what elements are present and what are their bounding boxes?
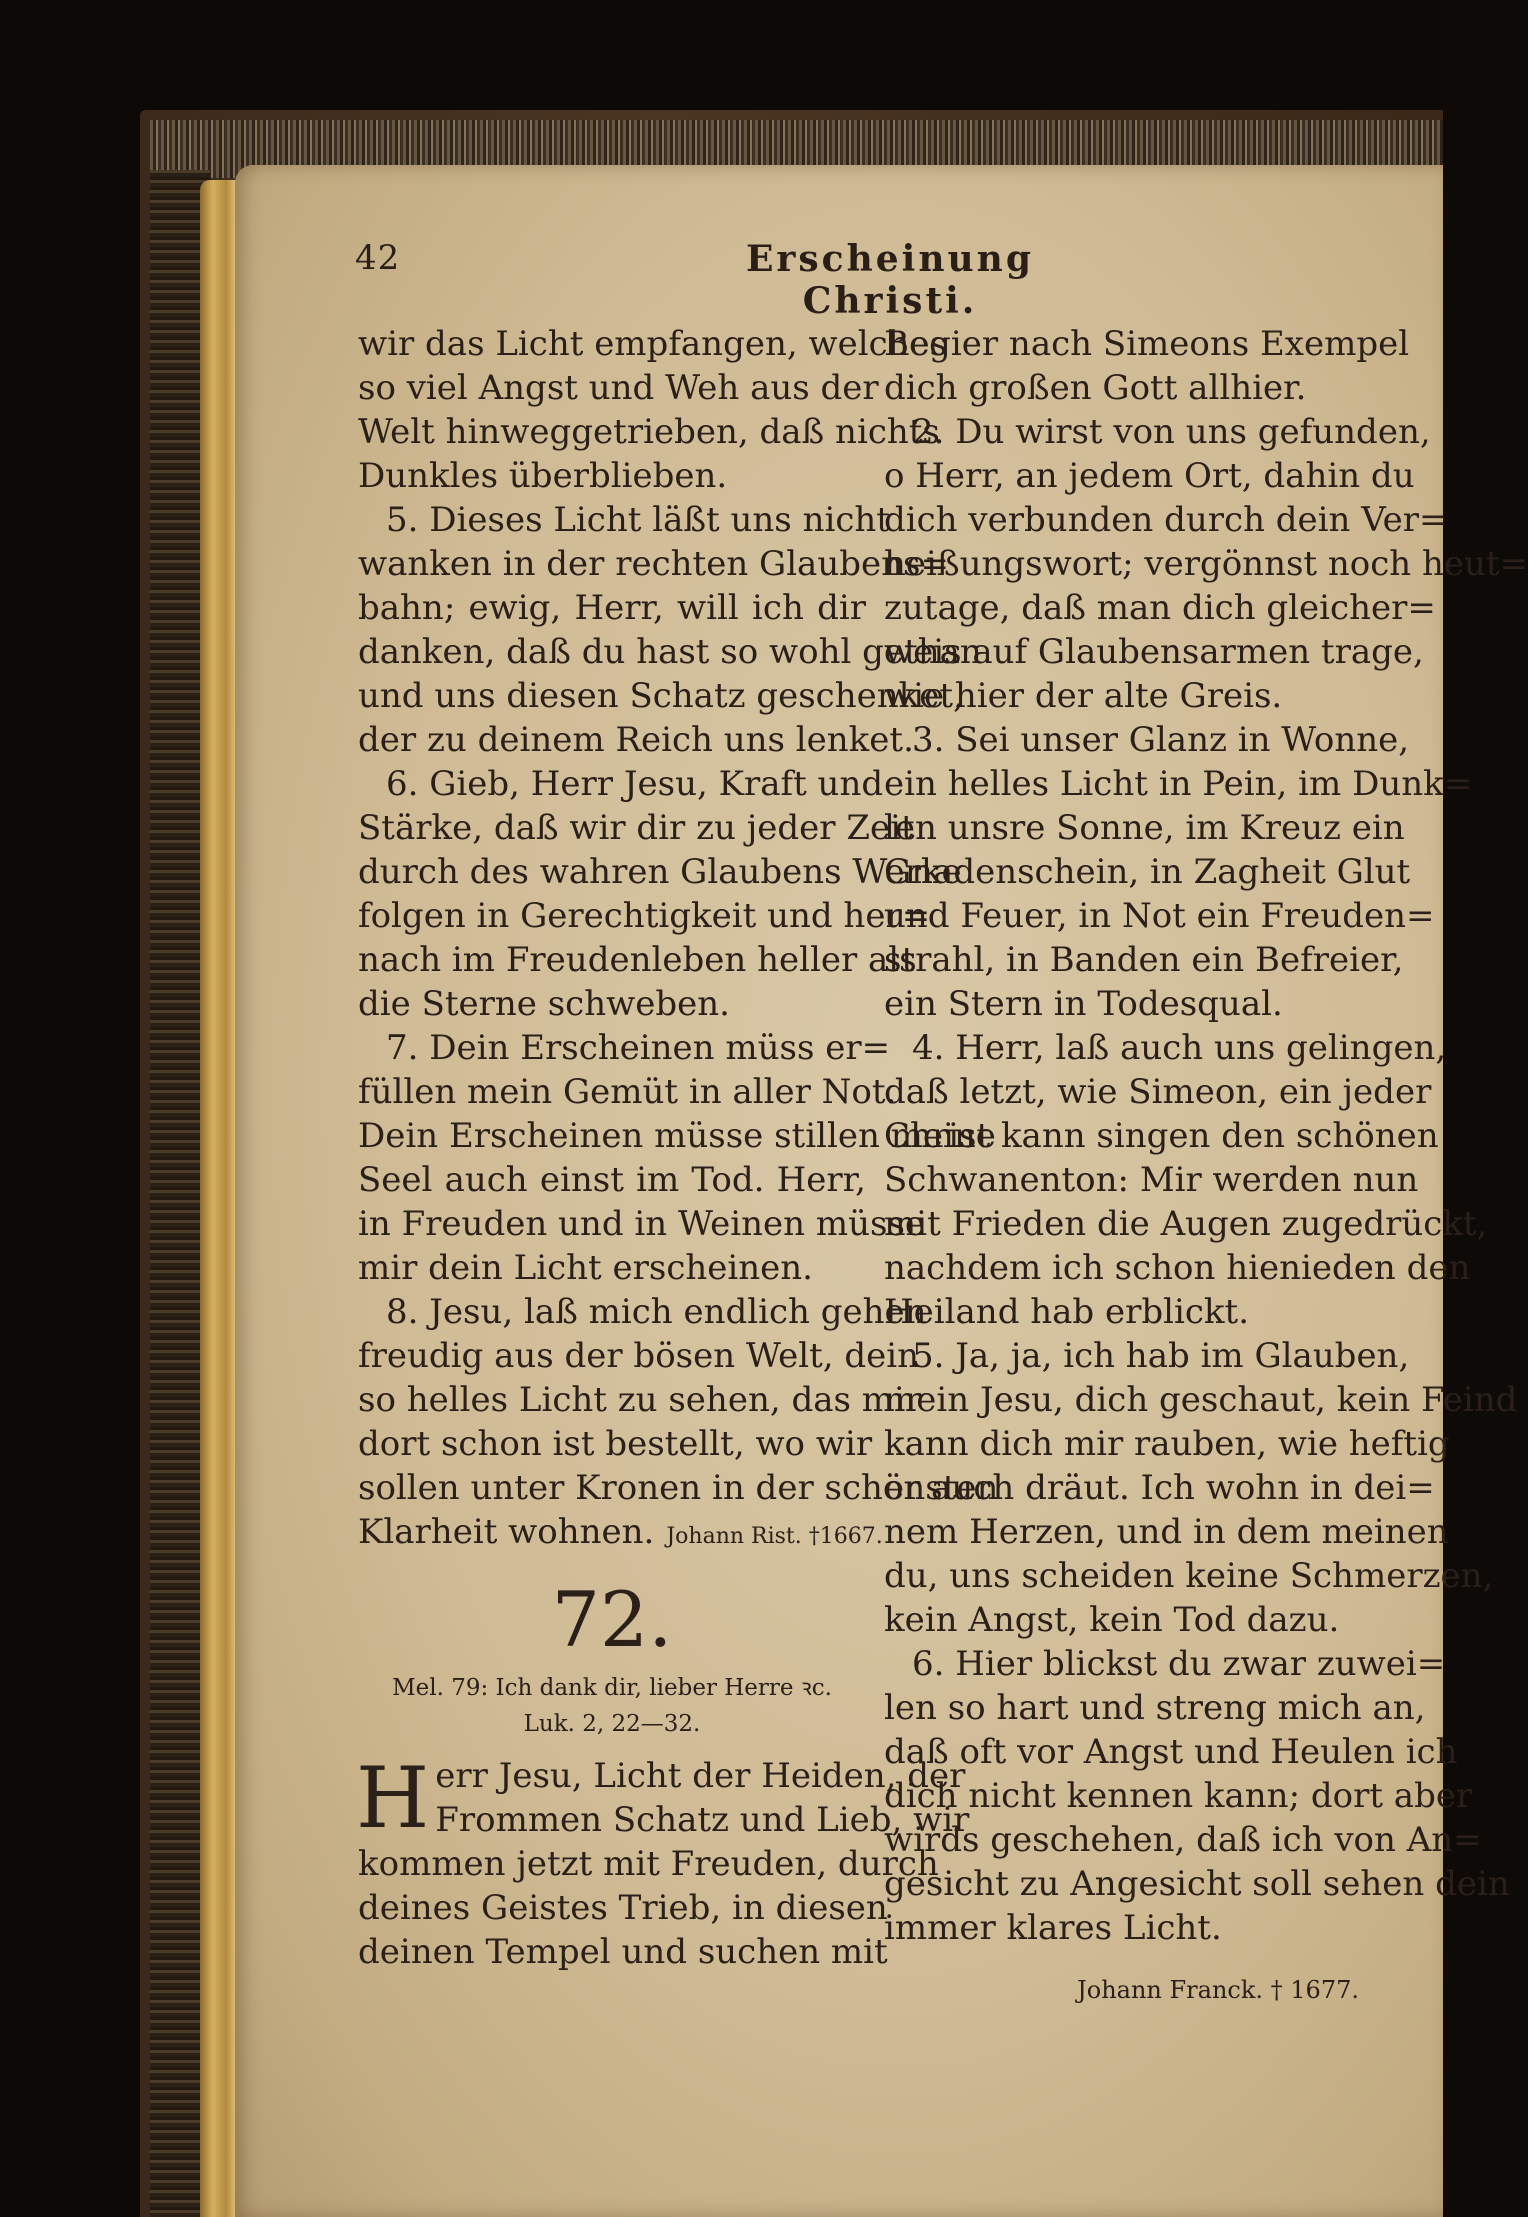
right-column-line: wirds geschehen, daß ich von An= xyxy=(884,1820,1482,1860)
left-column-line: dort schon ist bestellt, wo wir xyxy=(358,1424,873,1464)
right-column-line: kein Angst, kein Tod dazu. xyxy=(884,1600,1340,1640)
right-column-line: 3. Sei unser Glanz in Wonne, xyxy=(912,720,1410,760)
right-column-line: ein helles Licht in Pein, im Dunk= xyxy=(884,764,1473,804)
right-column-line: 6. Hier blickst du zwar zuwei= xyxy=(912,1644,1446,1684)
right-column-line: ein Stern in Todesqual. xyxy=(884,984,1283,1024)
left-column-line: Dein Erscheinen müsse stillen meine xyxy=(358,1116,996,1156)
right-column-line: dich nicht kennen kann; dort aber xyxy=(884,1776,1473,1816)
right-column-line: o Herr, an jedem Ort, dahin du xyxy=(884,456,1415,496)
right-column-line: mit Frieden die Augen zugedrückt, xyxy=(884,1204,1488,1244)
left-column-line: mir dein Licht erscheinen. xyxy=(358,1248,813,1288)
left-column-line: der zu deinem Reich uns lenket. xyxy=(358,720,914,760)
left-column-line: 7. Dein Erscheinen müss er= xyxy=(386,1028,891,1068)
left-column-line: Seel auch einst im Tod. Herr, xyxy=(358,1160,866,1200)
left-column xyxy=(356,322,999,1974)
right-column-line: 4. Herr, laß auch uns gelingen, xyxy=(912,1028,1447,1068)
right-column-line: Christ kann singen den schönen xyxy=(884,1116,1439,1156)
left-column-line: füllen mein Gemüt in aller Not. xyxy=(358,1072,897,1112)
right-column-line: 2. Du wirst von uns gefunden, xyxy=(912,412,1431,452)
left-column-line: so helles Licht zu sehen, das mir xyxy=(358,1380,922,1420)
right-column-line: und Feuer, in Not ein Freuden= xyxy=(884,896,1435,936)
right-column-line: 5. Ja, ja, ich hab im Glauben, xyxy=(912,1336,1410,1376)
right-column-line: dich großen Gott allhier. xyxy=(884,368,1307,408)
hymn-number: 72. xyxy=(551,1575,673,1664)
left-column-line: 6. Gieb, Herr Jesu, Kraft und xyxy=(386,764,884,804)
opening-continuation xyxy=(358,1798,970,1974)
left-column-line: Dunkles überblieben. xyxy=(358,456,728,496)
left-column-line: die Sterne schweben. xyxy=(358,984,730,1024)
verse-last-line xyxy=(358,1510,883,1554)
right-column-text xyxy=(884,322,1528,1950)
right-column-line: kann dich mir rauben, wie heftig xyxy=(884,1424,1450,1464)
right-column-line: er auch dräut. Ich wohn in dei= xyxy=(884,1468,1435,1508)
left-column-line: wanken in der rechten Glaubens= xyxy=(358,544,949,584)
right-column-line: Heiland hab erblickt. xyxy=(884,1292,1250,1332)
right-column-line: zutage, daß man dich gleicher= xyxy=(884,588,1436,628)
drop-cap: H xyxy=(356,1749,430,1847)
opening-line: deines Geistes Trieb, in diesen xyxy=(358,1888,888,1928)
left-column-line: in Freuden und in Weinen müsse xyxy=(358,1204,926,1244)
right-column-line: Begier nach Simeons Exempel xyxy=(884,324,1410,364)
author-inline: Johann Rist. †1667. xyxy=(666,1524,883,1549)
right-column-line: len unsre Sonne, im Kreuz ein xyxy=(884,808,1405,848)
left-column-line: und uns diesen Schatz geschenket, xyxy=(358,676,964,716)
right-column-line: strahl, in Banden ein Befreier, xyxy=(884,940,1404,980)
right-column-line: heißungswort; vergönnst noch heut= xyxy=(884,544,1528,584)
right-column-line: daß letzt, wie Simeon, ein jeder xyxy=(884,1072,1432,1112)
left-column-line: 8. Jesu, laß mich endlich gehen xyxy=(386,1292,927,1332)
left-column-line: 5. Dieses Licht läßt uns nicht xyxy=(386,500,890,540)
verse-last-line-text: Klarheit wohnen. xyxy=(358,1512,655,1552)
left-column-line: durch des wahren Glaubens Werke xyxy=(358,852,962,892)
opening-line: deinen Tempel und suchen mit xyxy=(358,1932,888,1972)
right-column-line: du, uns scheiden keine Schmerzen, xyxy=(884,1556,1494,1596)
right-column-line: immer klares Licht. xyxy=(884,1908,1222,1948)
right-column-line: gesicht zu Angesicht soll sehen dein xyxy=(884,1864,1510,1904)
running-head xyxy=(355,238,1415,322)
opening-line: Frommen Schatz und Lieb, wir xyxy=(435,1800,970,1840)
left-column-text xyxy=(358,322,999,1510)
left-column-line: nach im Freudenleben heller als xyxy=(358,940,917,980)
right-column-line: daß oft vor Angst und Heulen ich xyxy=(884,1732,1458,1772)
author-byline: Johann Franck. † 1677. xyxy=(1077,1976,1359,2004)
left-column-line: danken, daß du hast so wohl gethan xyxy=(358,632,982,672)
left-column-line: freudig aus der bösen Welt, dein xyxy=(358,1336,920,1376)
right-column-line: weis auf Glaubensarmen trage, xyxy=(884,632,1424,672)
left-column-line: Stärke, daß wir dir zu jeder Zeit xyxy=(358,808,915,848)
left-column-line: so viel Angst und Weh aus der xyxy=(358,368,879,408)
right-column-line: Gnadenschein, in Zagheit Glut xyxy=(884,852,1411,892)
opening-line: kommen jetzt mit Freuden, durch xyxy=(358,1844,939,1884)
hymn-opening xyxy=(356,1749,970,1974)
right-column-line: nem Herzen, und in dem meinen xyxy=(884,1512,1449,1552)
right-column xyxy=(884,322,1528,2012)
left-column-line: bahn; ewig, Herr, will ich dir xyxy=(358,588,866,628)
left-column-line: sollen unter Kronen in der schönsten xyxy=(358,1468,999,1508)
page-number: 42 xyxy=(355,238,401,278)
opening-line: err Jesu, Licht der Heiden, der xyxy=(435,1756,966,1796)
right-column-line: mein Jesu, dich geschaut, kein Feind xyxy=(884,1380,1518,1420)
right-column-line: dich verbunden durch dein Ver= xyxy=(884,500,1448,540)
right-column-line: nachdem ich schon hienieden den xyxy=(884,1248,1471,1288)
left-column-line: folgen in Gerechtigkeit und her= xyxy=(358,896,931,936)
left-column-line: Welt hinweggetrieben, daß nichts xyxy=(358,412,940,452)
page-title: Erscheinung Christi. xyxy=(745,238,1035,322)
right-column-line: Schwanenton: Mir werden nun xyxy=(884,1160,1419,1200)
scripture-reference: Luk. 2, 22—32. xyxy=(523,1711,701,1737)
melody-reference: Mel. 79: Ich dank dir, lieber Herre ꝛc. xyxy=(392,1675,832,1701)
right-column-line: wie hier der alte Greis. xyxy=(884,676,1283,716)
right-column-line: len so hart und streng mich an, xyxy=(884,1688,1426,1728)
left-column-line: wir das Licht empfangen, welches xyxy=(358,324,948,364)
